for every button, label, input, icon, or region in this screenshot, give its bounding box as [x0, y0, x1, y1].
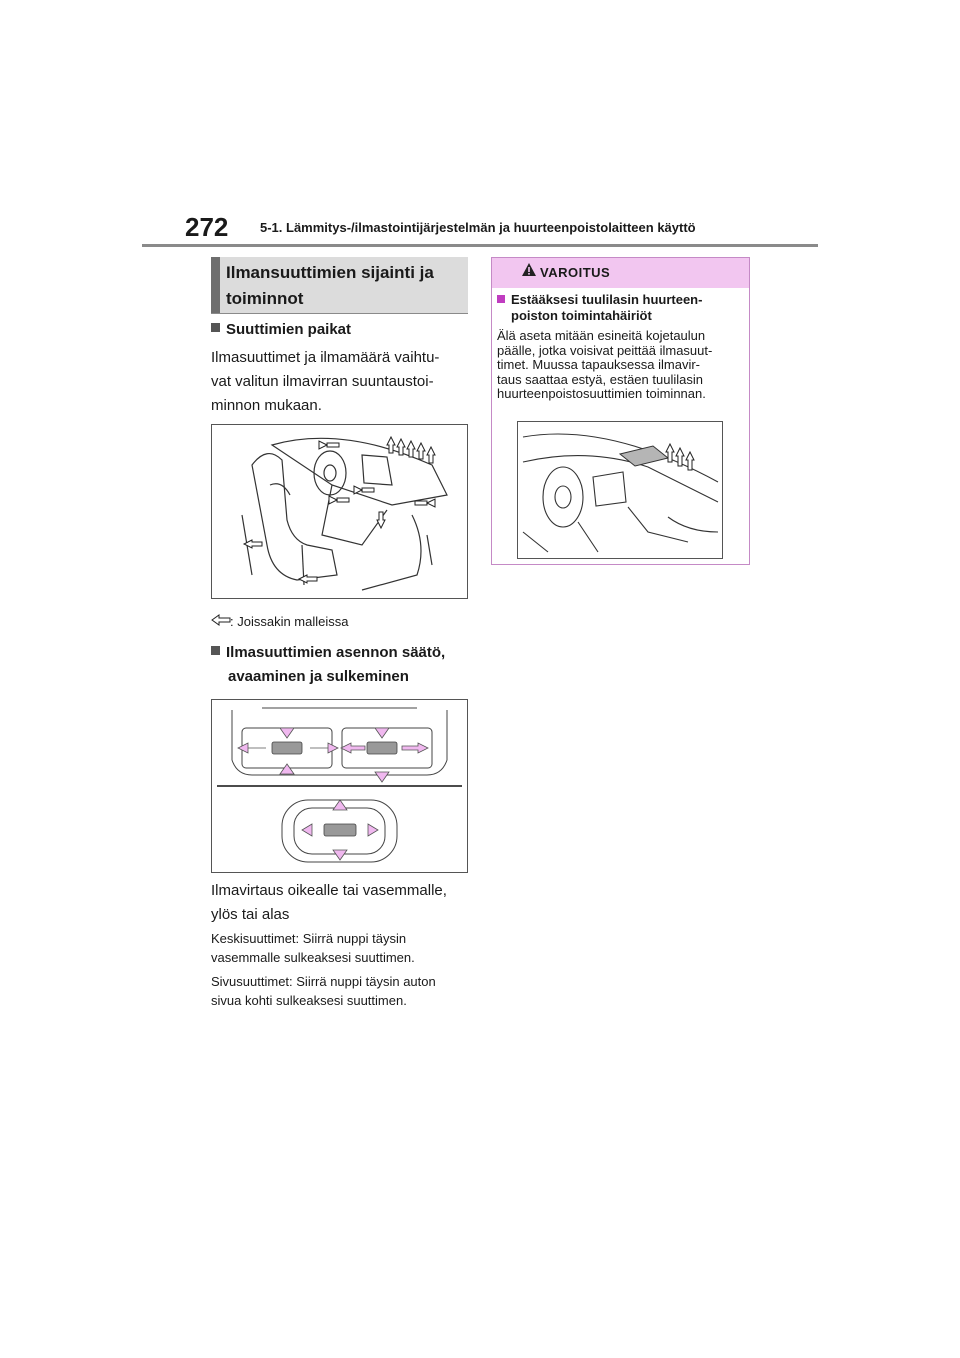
warning-subheading: Estääksesi tuulilasin huurteen- poiston toimintahäiriöt [497, 292, 737, 324]
section-title-line2: toiminnot [226, 289, 304, 308]
header-rule [142, 244, 818, 247]
vent-arrows-drawing [212, 700, 467, 872]
vent-adjust-illustration [211, 699, 468, 873]
warning-triangle-icon [521, 262, 537, 282]
vent-adjust-paragraph: Ilmavirtaus oikealle tai vasemmalle, ylös tai alas [211, 882, 447, 923]
running-title: 5-1. Lämmitys-/ilmastointijärjestelmän ja huurteenpoistolaitteen käyttö [260, 220, 696, 235]
vent-positions-heading: Suuttimien paikat [211, 318, 351, 342]
center-vents-note: Keskisuuttimet: Siirrä nuppi täysin vasemmalle sulkeaksesi suuttimen. [211, 931, 415, 965]
vent-adjust-heading: Ilmasuuttimien asennon säätö, avaaminen ja sulkeminen [211, 641, 445, 689]
section-heading [211, 257, 468, 313]
dashboard-drawing [518, 422, 722, 558]
car-interior-drawing [212, 425, 467, 598]
square-bullet-icon [211, 646, 220, 655]
square-bullet-icon [497, 295, 505, 303]
side-vents-note: Sivusuuttimet: Siirrä nuppi täysin auton sivua kohti sulkeaksesi suuttimen. [211, 974, 436, 1008]
section-title-line1: Ilmansuuttimien sijainti ja [226, 263, 434, 282]
arrow-legend-icon [211, 613, 231, 631]
section-underline [211, 313, 468, 314]
page-number: 272 [185, 212, 229, 242]
vent-positions-paragraph: Ilmasuuttimet ja ilmamäärä vaihtu- vat valitun ilmavirran suuntaustoi- minnon mukaan. [211, 349, 440, 414]
legend-text: : Joissakin malleissa [230, 614, 349, 629]
vent-location-illustration [211, 424, 468, 599]
dashboard-object-illustration [517, 421, 723, 559]
warning-body: Älä aseta mitään esineitä kojetaulun päälle, jotka voisivat peittää ilmasuut- timet. Muussa tapauksessa ilmavir- taus saattaa estyä, estäen tuulilasin huurteenpoistosuuttimien toiminnan. [497, 328, 713, 401]
square-bullet-icon [211, 323, 220, 332]
warning-title: VAROITUS [540, 265, 611, 280]
